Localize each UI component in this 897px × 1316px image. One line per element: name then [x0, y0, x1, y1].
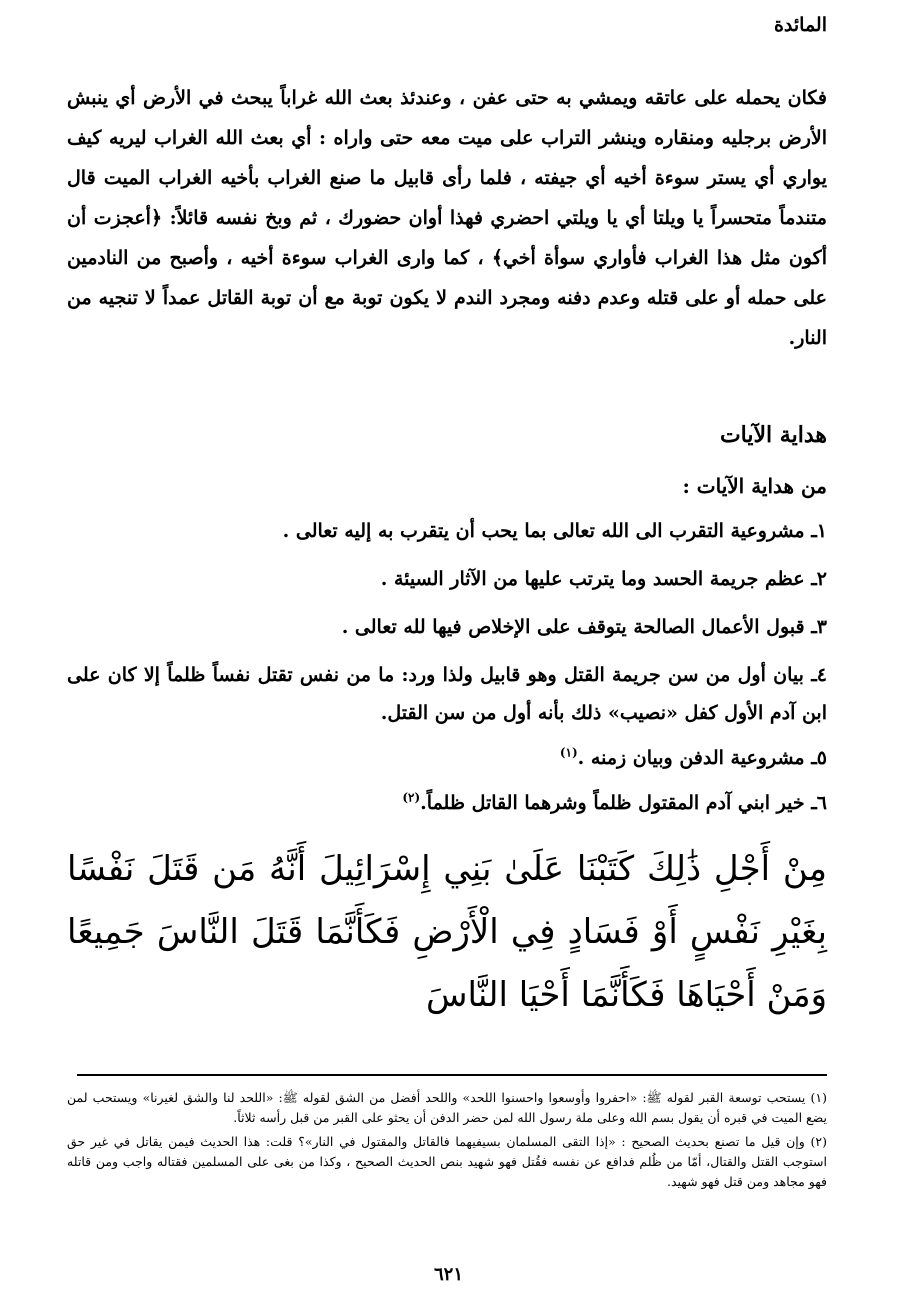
list-item: ٤ـ بيان أول من سن جريمة القتل وهو قابيل ولذا ورد: ما من نفس تقتل نفساً ظلماً إلا كان على ابن آدم الأول كفل «نصيب» ذلك بأنه أول من سن القتل.	[67, 664, 827, 724]
list-item: ١ـ مشروعية التقرب الى الله تعالى بما يحب أن يتقرب به إليه تعالى .	[282, 520, 827, 542]
footnote-2: (٢) وإن قيل ما تصنع بحديث الصحيح : «إذا التقى المسلمان بسيفيهما فالقاتل والمقتول في النار»؟ قلت: هذا الحديث فيمن يقاتل في غير حق استوجب القتل والقتال، أمّا من ظُلم فدافع عن نفسه فقُتل فهو شهيد بنص الحديث الصحيح ، وكذا من بغى على المسلمين فقتاله واجب ومن قاتله فهو مجاهد ومن قتل فهو شهيد.	[67, 1134, 827, 1189]
footnote-divider	[77, 1074, 827, 1076]
section-title: هداية الآيات	[719, 422, 827, 448]
section-subtitle: من هداية الآيات :	[682, 474, 827, 498]
guidance-list	[67, 512, 827, 829]
list-item-text: ٦ـ خير ابني آدم المقتول ظلماً وشرهما القاتل ظلماً.	[420, 792, 827, 814]
list-item: ٢ـ عظم جريمة الحسد وما يترتب عليها من الآثار السيئة .	[380, 568, 827, 590]
list-item	[67, 784, 827, 822]
footnotes	[67, 1088, 827, 1196]
running-header-surah-name: المائدة	[773, 14, 827, 36]
commentary-paragraph: فكان يحمله على عاتقه ويمشي به حتى عفن ، وعندئذ بعث الله غراباً يبحث في الأرض أي ينبش الأرض برجليه ومنقاره وينشر التراب على ميت معه حتى واراه : أي بعث الله الغراب ليريه كيف يواري أي يستر سوءة أخيه أي جيفته ، فلما رأى قابيل ما صنع الغراب بأخيه الغراب الميت قال متندماً متحسراً يا ويلتا أي يا ويلتي احضري فهذا أوان حضورك ، ثم وبخ نفسه قائلاً: ﴿أعجزت أن أكون مثل هذا الغراب فأواري سوأة أخي﴾ ، كما وارى الغراب سوءة أخيه ، وأصبح من النادمين على حمله أو على قتله وعدم دفنه ومجرد الندم لا يكون توبة مع أن توبة القاتل عمداً لا تنجيه من النار.	[67, 87, 827, 349]
list-item	[67, 739, 827, 777]
footnote-ref-2[interactable]: (٢)	[402, 790, 421, 805]
page-number: ٦٢١	[433, 1264, 463, 1285]
quran-verse: مِنْ أَجْلِ ذَٰلِكَ كَتَبْنَا عَلَىٰ بَنِي إِسْرَائِيلَ أَنَّهُ مَن قَتَلَ نَفْسًا بِغَيْرِ نَفْسٍ أَوْ فَسَادٍ فِي الْأَرْضِ فَكَأَنَّمَا قَتَلَ النَّاسَ جَمِيعًا وَمَنْ أَحْيَاهَا فَكَأَنَّمَا أَحْيَا النَّاسَ	[67, 849, 827, 1015]
footnote-ref-1[interactable]: (١)	[559, 745, 578, 760]
list-item: ٣ـ قبول الأعمال الصالحة يتوقف على الإخلاص فيها لله تعالى .	[341, 616, 827, 638]
footnote-1: (١) يستحب توسعة القبر لقوله ﷺ: «احفروا وأوسعوا واحسنوا اللحد» واللحد أفضل من الشق لقوله ﷺ: «اللحد لنا والشق لغيرنا» ويستحب لمن يضع الميت في قبره أن يقول بسم الله وعلى ملة رسول الله لمن حضر الدفن أن يحثو على القبر من قبل رأسه ثلاثاً.	[67, 1090, 827, 1125]
list-item-text: ٥ـ مشروعية الدفن وبيان زمنه .	[577, 747, 827, 769]
